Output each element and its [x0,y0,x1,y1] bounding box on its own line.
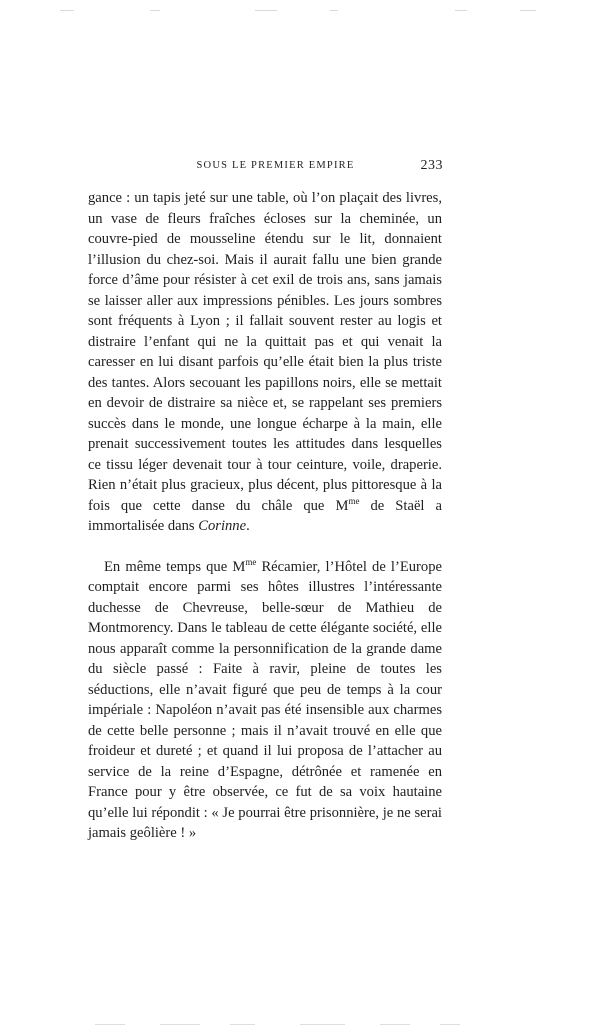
scan-edge-top [0,8,600,14]
book-title: Corinne [198,518,247,534]
paragraph [88,188,442,537]
paragraph-text: de Staël a immortalisée dans [88,497,442,534]
superscript-abbreviation: me [348,495,360,506]
paragraph-text: En même temps que M [104,558,246,575]
page-number: 233 [420,158,443,173]
paragraph-text: Récamier, l’Hôtel de l’Europe comptait encore parmi ses hôtes illustres l’intéressante duchesse de Chevreuse, belle-sœur de Mathieu de Montmorency. Dans le tableau de cette élégante société, elle nous apparaît comme la personnification de la grande dame du siècle passé : Faite à ravir, pleine de toutes les séductions, elle n’avait figuré que peu de temps à la cour impériale : Napoléon n’avait pas été insensible aux charmes de cette belle personne ; mais il n’avait trouvé en elle que froideur et dureté ; et quand il lui proposa de l’attacher au service de la reine d’Espagne, détrônée et ramenée en France pour y être observée, ce fut de sa voix hautaine qu’elle lui répondit : « Je pourrai être prisonnière, je ne serai jamais geôlière ! » [88,558,442,841]
running-header [88,158,443,178]
paragraph-text: gance : un tapis jeté sur une table, où l’on plaçait des livres, un vase de fleurs fraîches écloses sur la cheminée, un couvre-pied de mousseline étendu sur le lit, donnaient l’illusion du chez-soi. Mais il aurait fallu une bien grande force d’âme pour résister à cet exil de trois ans, sans jamais se laisser aller aux impressions pénibles. Les jours sombres sont fréquents à Lyon ; il fallait souvent rester au logis et distraire l’enfant qui ne la quittait pas et qui venait la caresser en lui disant parfois qu’elle était bien la plus triste des tantes. Alors secouant les papillons noirs, elle se mettait en devoir de distraire sa nièce et, se rappelant ses premiers succès dans le monde, une longue écharpe à la main, elle prenait successivement toutes les attitudes dans lesquelles ce tissu léger devenait tour à tour ceinture, voile, draperie. Rien n’était plus gracieux, plus décent, plus pittoresque à la fois que cette danse du châle que M [88,190,442,514]
superscript-abbreviation: me [245,556,257,567]
running-title: SOUS LE PREMIER EMPIRE [196,160,355,171]
body-text [88,188,442,844]
paragraph-text: . [246,518,250,534]
paragraph [88,557,442,844]
scan-edge-bottom [0,1022,600,1028]
